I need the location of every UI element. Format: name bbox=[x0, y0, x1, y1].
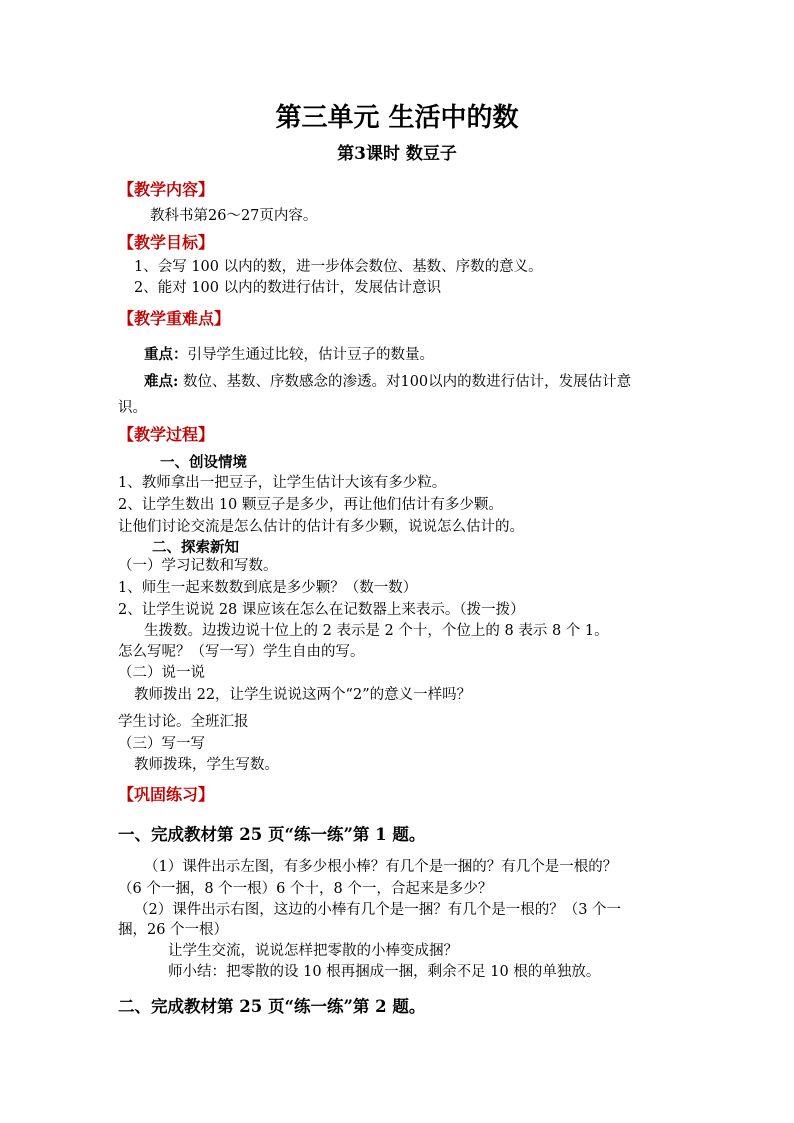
difficulty-text-cont: 识。 bbox=[118, 400, 147, 416]
process-part2-title: 二、探索新知 bbox=[152, 539, 239, 556]
focus-line bbox=[144, 346, 434, 364]
section-heading-process: 【教学过程】 bbox=[118, 425, 215, 444]
practice-line: 让学生交流，说说怎样把零散的小棒变成捆？ bbox=[168, 943, 458, 959]
process-line: 教师拨珠，学生写数。 bbox=[134, 757, 279, 773]
difficulty-label: 难点: bbox=[144, 373, 179, 390]
process-line: 学生讨论。全班汇报 bbox=[118, 714, 249, 730]
goal-item: 2、能对 100 以内的数进行估计，发展估计意识 bbox=[134, 280, 442, 296]
practice-line: 师小结：把零散的设 10 根再捆成一捆，剩余不足 10 根的单独放。 bbox=[168, 964, 601, 980]
process-line: 教师拨出 22，让学生说说这两个“2”的意义一样吗？ bbox=[134, 687, 472, 703]
practice-q2-title: 二、完成教材第 25 页“练一练”第 2 题。 bbox=[118, 997, 426, 1016]
practice-line: 捆，26 个一根） bbox=[118, 922, 229, 938]
process-line: 让他们讨论交流是怎么估计的估计有多少颗，说说怎么估计的。 bbox=[118, 519, 524, 535]
process-part1-title: 一、创设情境 bbox=[160, 454, 247, 471]
process-line: 2、让学生数出 10 颗豆子是多少，再让他们估计有多少颗。 bbox=[118, 497, 503, 513]
page-subtitle: 第3课时 数豆子 bbox=[337, 144, 457, 164]
process-line: 1、教师拿出一把豆子，让学生估计大该有多少粒。 bbox=[118, 475, 447, 491]
difficulty-text: 数位、基数、序数感念的渗透。对100以内的数进行估计，发展估计意 bbox=[178, 374, 632, 390]
process-line: 生拨数。边拨边说十位上的 2 表示是 2 个十，个位上的 8 表示 8 个 1。 bbox=[144, 623, 609, 639]
process-line: （一）学习记数和写数。 bbox=[118, 558, 278, 574]
process-line: （三）写一写 bbox=[118, 736, 205, 752]
page-title: 第三单元 生活中的数 bbox=[275, 103, 519, 133]
difficulty-line bbox=[144, 373, 631, 391]
content-text: 教科书第26～27页内容。 bbox=[150, 208, 318, 224]
practice-line: （1）课件出示左图，有多少根小棒？有几个是一捆的？有几个是一根的？ bbox=[144, 859, 618, 875]
practice-line: （6 个一捆，8 个一根）6 个十，8 个一，合起来是多少？ bbox=[118, 881, 493, 897]
goal-item: 1、会写 100 以内的数，进一步体会数位、基数、序数的意义。 bbox=[134, 259, 543, 275]
process-line: 2、让学生说说 28 课应该在怎么在记数器上来表示。（拨一拨） bbox=[118, 602, 525, 618]
process-line: （二）说一说 bbox=[118, 665, 205, 681]
practice-line: （2）课件出示右图，这边的小棒有几个是一捆？有几个是一根的？（3 个一 bbox=[134, 902, 622, 918]
focus-text: 引导学生通过比较，估计豆子的数量。 bbox=[187, 347, 434, 363]
section-heading-practice: 【巩固练习】 bbox=[118, 785, 215, 804]
section-heading-key-points: 【教学重难点】 bbox=[118, 309, 231, 328]
section-heading-content: 【教学内容】 bbox=[118, 180, 215, 199]
process-line: 1、师生一起来数数到底是多少颗？（数一数） bbox=[118, 580, 418, 596]
process-line: 怎么写呢？（写一写）学生自由的写。 bbox=[118, 644, 365, 660]
focus-label: 重点： bbox=[144, 346, 188, 363]
section-heading-goals: 【教学目标】 bbox=[118, 233, 215, 252]
practice-q1-title: 一、完成教材第 25 页“练一练”第 1 题。 bbox=[118, 825, 426, 844]
